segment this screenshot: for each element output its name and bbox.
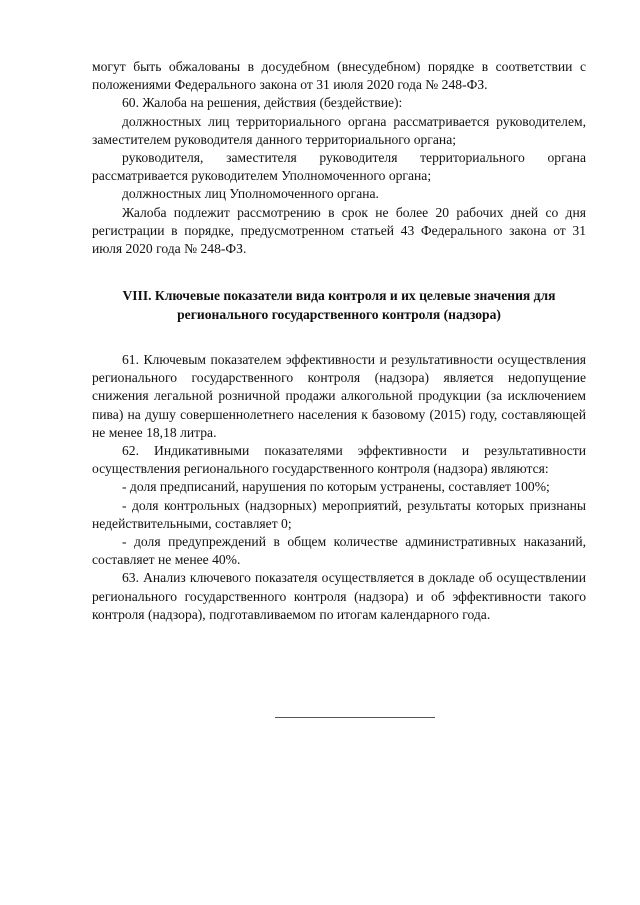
section-heading-line-2: регионального государственного контроля (надзора) bbox=[177, 306, 501, 322]
paragraph-62-intro: 62. Индикативными показателями эффективности и результативности осуществления регионального государственного контроля (надзора) являются: bbox=[92, 443, 586, 477]
paragraph-63: 63. Анализ ключевого показателя осуществляется в докладе об осуществлении регионального государственного контроля (надзора) и об эффективности такого контроля (надзора), подготавливаемом по итогам календарного года. bbox=[92, 570, 586, 622]
paragraph-61: 61. Ключевым показателем эффективности и результативности осуществления регионального государственного контроля (надзора) является недопущение снижения легальной розничной продажи алкогольной продукции (за исключением пива) на душу совершеннолетнего населения к базовому (2015) году, составляющей не менее 18,18 литра. bbox=[92, 352, 586, 440]
paragraph-continuation: могут быть обжалованы в досудебном (внесудебном) порядке в соответствии с положениями Федерального закона от 31 июля 2020 года № 248-ФЗ. bbox=[92, 59, 586, 93]
paragraph-62-item-2: - доля контрольных (надзорных) мероприятий, результаты которых признаны недействительными, составляет 0; bbox=[92, 497, 586, 531]
section-heading bbox=[92, 287, 586, 324]
paragraph-60-item-2: руководителя, заместителя руководителя территориального органа рассматривается руководителем Уполномоченного органа; bbox=[92, 150, 586, 184]
section-heading-line-1: VIII. Ключевые показатели вида контроля и их целевые значения для bbox=[122, 288, 556, 304]
paragraph-62-item-1: - доля предписаний, нарушения по которым устранены, составляет 100%; bbox=[122, 479, 550, 495]
paragraph-60-item-1: должностных лиц территориального органа рассматривается руководителем, заместителем руководителя данного территориального органа; bbox=[92, 113, 586, 147]
paragraph-60-term: Жалоба подлежит рассмотрению в срок не более 20 рабочих дней со дня регистрации в порядке, предусмотренном статьей 43 Федерального закона от 31 июля 2020 года № 248-ФЗ. bbox=[92, 204, 586, 257]
end-divider-line bbox=[275, 717, 435, 718]
paragraph-60-item-3: должностных лиц Уполномоченного органа. bbox=[122, 186, 379, 202]
paragraph-60-intro: 60. Жалоба на решения, действия (бездействие): bbox=[122, 95, 403, 111]
document-page bbox=[92, 58, 586, 624]
paragraph-62-item-3: - доля предупреждений в общем количестве административных наказаний, составляет не менее 40%. bbox=[92, 534, 586, 568]
